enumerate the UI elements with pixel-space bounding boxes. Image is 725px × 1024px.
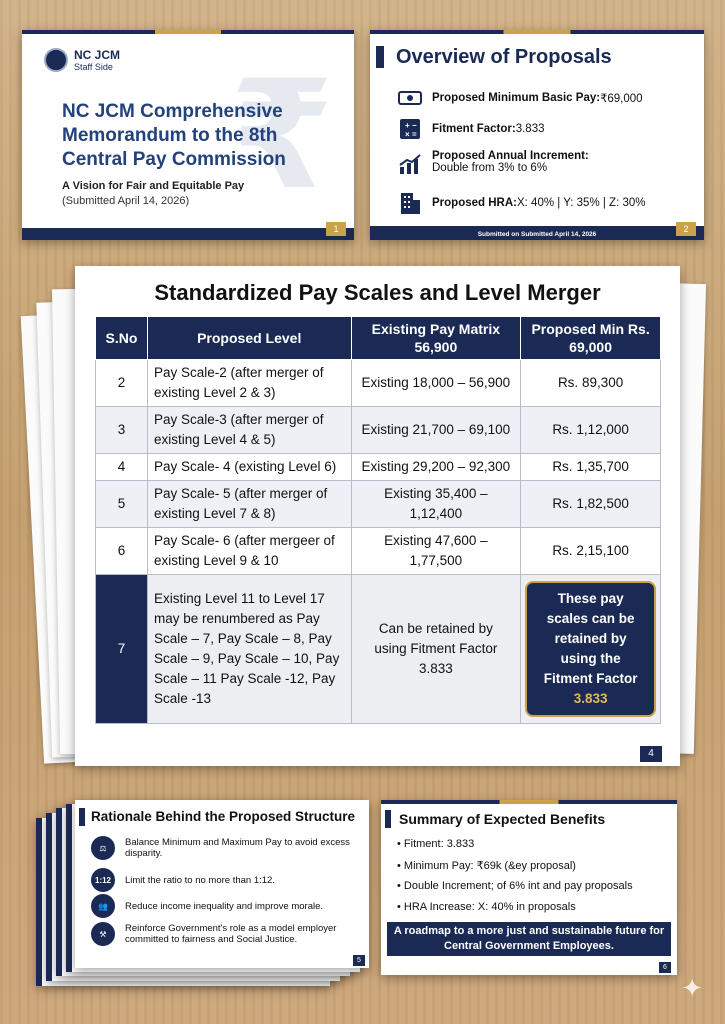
callout-value: 3.833 (573, 691, 608, 706)
table-row (96, 481, 661, 528)
cell-proposed: Rs. 1,82,500 (521, 481, 661, 528)
list-item: • HRA Increase: X: 40% in proposals (397, 901, 576, 913)
slide-bottom-bar (22, 228, 354, 240)
rationale-item (91, 894, 361, 918)
table-row (96, 575, 661, 724)
gavel-icon: ⚒ (91, 922, 115, 946)
slide-number: 4 (640, 746, 662, 762)
header-sno: S.No (96, 317, 148, 360)
cash-icon (398, 88, 422, 108)
table-row (96, 454, 661, 481)
header-proposed-level: Proposed Level (147, 317, 351, 360)
overview-value: 3.833 (515, 123, 545, 135)
cell-sno: 6 (96, 528, 148, 575)
slide-title: Summary of Expected Benefits (399, 811, 606, 827)
cell-proposed (521, 575, 661, 724)
title-slide (22, 30, 354, 240)
cell-level: Pay Scale-3 (after merger of existing Level 4 & 5) (147, 407, 351, 454)
cell-existing: Can be retained by using Fitment Factor 3.833 (351, 575, 521, 724)
overview-value: ₹69,000 (600, 93, 643, 105)
benefits-slide (381, 800, 677, 975)
title-accent (79, 808, 85, 826)
rationale-item (91, 922, 361, 946)
cell-existing: Existing 18,000 – 56,900 (351, 360, 521, 407)
slide-top-border (22, 30, 354, 34)
cell-proposed: Rs. 89,300 (521, 360, 661, 407)
cell-proposed: Rs. 1,12,000 (521, 407, 661, 454)
growth-chart-icon (398, 154, 422, 174)
overview-label: Proposed Minimum Basic Pay: (432, 92, 601, 104)
slide-title: NC JCM Comprehensive Memorandum to the 8th Central Pay Commission (62, 101, 286, 170)
table-row (96, 360, 661, 407)
cell-proposed: Rs. 1,35,700 (521, 454, 661, 481)
overview-value: Double from 3% to 6% (432, 162, 548, 174)
rationale-text: Limit the ratio to no more than 1:12. (125, 874, 275, 886)
title-accent (385, 810, 391, 828)
rationale-text: Reduce income inequality and improve morale. (125, 900, 324, 912)
svg-text:=: = (412, 130, 417, 139)
slide-title: Overview of Proposals (396, 46, 612, 68)
org-subtitle: Staff Side (74, 62, 113, 72)
slide-title: Standardized Pay Scales and Level Merger (154, 280, 601, 305)
cell-existing: Existing 21,700 – 69,100 (351, 407, 521, 454)
building-icon (398, 193, 422, 213)
overview-slide (370, 30, 704, 240)
callout-text: These pay scales can be retained by using the Fitment Factor (543, 591, 638, 686)
cell-sno: 7 (96, 575, 148, 724)
table-header-row (96, 317, 661, 360)
rationale-item (91, 836, 361, 860)
overview-value: X: 40% | Y: 35% | Z: 30% (516, 197, 646, 209)
slide-number: 1 (326, 222, 346, 236)
cell-proposed: Rs. 2,15,100 (521, 528, 661, 575)
cell-sno: 5 (96, 481, 148, 528)
rupee-watermark-icon: ₹ (229, 51, 334, 219)
table-row (96, 528, 661, 575)
overview-label: Proposed HRA: (432, 197, 517, 209)
header-existing-matrix: Existing Pay Matrix 56,900 (351, 317, 521, 360)
slide-number: 6 (659, 962, 671, 973)
cell-existing: Existing 47,600 – 1,77,500 (351, 528, 521, 575)
rationale-text: Balance Minimum and Maximum Pay to avoid excess disparity. (125, 837, 350, 859)
overview-item-increment (398, 150, 589, 174)
ncjcm-logo (44, 48, 68, 72)
submission-date: (Submitted April 14, 2026) (62, 195, 190, 207)
rationale-slide (75, 800, 369, 968)
cell-level: Pay Scale-2 (after merger of existing Level 2 & 3) (147, 360, 351, 407)
table-row (96, 407, 661, 454)
benefits-list (397, 838, 633, 922)
ratio-icon: 1:12 (91, 868, 115, 892)
sparkle-icon: ✦ (681, 973, 703, 1003)
overview-label: Fitment Factor: (432, 123, 516, 135)
cell-existing: Existing 29,200 – 92,300 (351, 454, 521, 481)
slide-subtitle: A Vision for Fair and Equitable Pay (62, 180, 245, 192)
rationale-item (91, 868, 361, 892)
list-item: • Fitment: 3.833 (397, 838, 475, 850)
roadmap-banner: A roadmap to a more just and sustainable future for Central Government Employees. (387, 922, 671, 956)
org-name: NC JCM (74, 48, 121, 62)
slide-number: 2 (676, 222, 696, 236)
svg-text:+: + (405, 121, 410, 130)
overview-item-hra (398, 193, 645, 213)
pay-scales-slide (75, 266, 680, 766)
overview-item-fitment (398, 119, 544, 139)
scales-icon: ⚖ (91, 836, 115, 860)
overview-item-min-pay (398, 88, 643, 108)
slide-title: Rationale Behind the Proposed Structure (91, 809, 356, 824)
cell-sno: 3 (96, 407, 148, 454)
header-proposed-min: Proposed Min Rs. 69,000 (521, 317, 661, 360)
cell-level: Pay Scale- 4 (existing Level 6) (147, 454, 351, 481)
people-icon: 👥 (91, 894, 115, 918)
slide-number: 5 (353, 955, 365, 966)
retain-callout (525, 581, 656, 717)
cell-level: Pay Scale- 6 (after mergeer of existing Level 9 & 10 (147, 528, 351, 575)
list-item: • Double Increment; of 6% int and pay proposals (397, 880, 633, 892)
calculator-icon (398, 119, 422, 139)
cell-sno: 4 (96, 454, 148, 481)
cell-sno: 2 (96, 360, 148, 407)
slide-top-border (370, 30, 704, 34)
rationale-text: Reinforce Government's role as a model employer committed to fairness and Social Justice. (125, 923, 337, 945)
pay-scales-table (95, 316, 661, 724)
title-accent (376, 46, 384, 68)
svg-text:−: − (412, 121, 417, 130)
list-item: • Minimum Pay: ₹69k (&ey proposal) (397, 860, 576, 872)
cell-existing: Existing 35,400 – 1,12,400 (351, 481, 521, 528)
overview-label: Proposed Annual Increment: (432, 150, 589, 162)
slide-top-border (381, 800, 677, 804)
svg-text:×: × (405, 130, 410, 139)
slide-footer: Submitted on Submitted April 14, 2026 (477, 231, 597, 238)
cell-level: Pay Scale- 5 (after merger of existing Level 7 & 8) (147, 481, 351, 528)
cell-level: Existing Level 11 to Level 17 may be renumbered as Pay Scale – 7, Pay Scale – 8, Pay Scale – 9, Pay Scale – 10, Pay Scale – 11 Pay Scale -12, Pay Scale -13 (147, 575, 351, 724)
